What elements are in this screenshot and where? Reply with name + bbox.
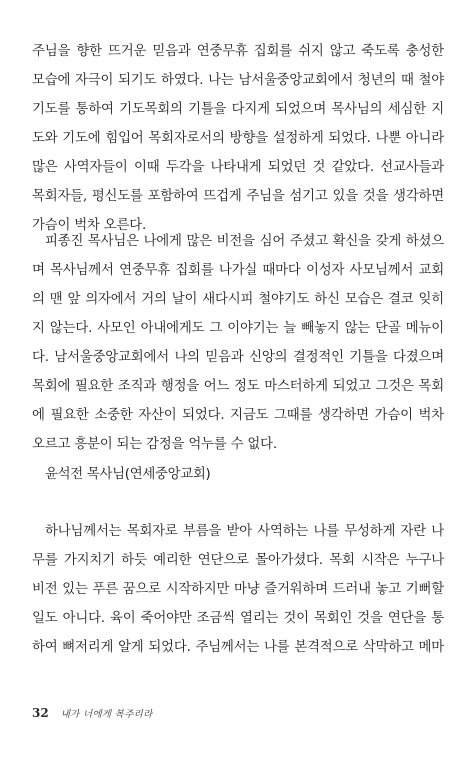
paragraph-line: 오르고 흥분이 되는 감정을 억누를 수 없다. (32, 437, 277, 452)
paragraph-line: 많은 사역자들이 이때 두각을 나타내게 되었던 것 같았다. 선교사들과 (32, 160, 444, 175)
paragraph-line: 다. 남서울중앙교회에서 나의 믿음과 신앙의 결정적인 기틀을 다졌으며 (32, 350, 444, 365)
paragraph-line: 목회에 필요한 조직과 행정을 어느 정도 마스터하게 되었고 그것은 목회 (32, 379, 444, 394)
paragraph-line: 며 목사님께서 연중무휴 집회를 나가실 때마다 이성자 사모님께서 교회 (32, 263, 444, 278)
paragraph-line: 도와 기도에 힘입어 목회자로서의 방향을 설정하게 되었다. 나뿐 아니라 (32, 131, 444, 146)
paragraph-line: 피종진 목사님은 나에게 많은 비전을 심어 주셨고 확신을 갖게 하셨으 (45, 234, 444, 249)
paragraph-line: 의 맨 앞 의자에서 거의 날이 새다시피 철야기도 하신 모습은 결코 잊히 (32, 292, 444, 307)
paragraph-line: 목회자들, 평신도를 포함하여 뜨겁게 주님을 섬기고 있을 것을 생각하면 (32, 189, 444, 204)
page-footer (32, 706, 153, 724)
section-heading: 윤석전 목사님(연세중앙교회) (45, 467, 211, 482)
paragraph-1 (32, 37, 444, 240)
paragraph-line: 에 필요한 소중한 자산이 되었다. 지금도 그때를 생각하면 가슴이 벅차 (32, 408, 444, 423)
paragraph-line: 모습에 자극이 되기도 하였다. 나는 남서울중앙교회에서 청년의 때 철야 (32, 73, 444, 88)
running-title: 내가 너에게 복주리라 (60, 709, 153, 720)
paragraph-3 (32, 517, 444, 662)
paragraph-line: 기도를 통하여 기도목회의 기틀을 다지게 되었으며 목사님의 세심한 지 (32, 102, 444, 117)
paragraph-line: 주님을 향한 뜨거운 믿음과 연중무휴 집회를 쉬지 않고 죽도록 충성한 (32, 44, 444, 59)
paragraph-line: 하여 뼈저리게 알게 되었다. 주님께서는 나를 본격적으로 삭막하고 메마 (32, 640, 444, 655)
paragraph-line: 지 않는다. 사모인 아내에게도 그 이야기는 늘 빼놓지 않는 단골 메뉴이 (32, 321, 444, 336)
page-number: 32 (32, 706, 49, 720)
paragraph-line: 무를 가지치기 하듯 예리한 연단으로 몰아가셨다. 목회 시작은 누구나 (32, 553, 444, 568)
paragraph-line: 하나님께서는 목회자로 부름을 받아 사역하는 나를 무성하게 자란 나 (45, 524, 444, 539)
paragraph-2 (32, 227, 444, 459)
paragraph-line: 비전 있는 푸른 꿈으로 시작하지만 마냥 즐거워하며 드러내 놓고 기뻐할 (32, 582, 444, 597)
paragraph-line: 가슴이 벅차 오른다. (32, 218, 147, 233)
paragraph-line: 일도 아니다. 육이 죽어야만 조금씩 열리는 것이 목회인 것을 연단을 통 (32, 611, 444, 626)
